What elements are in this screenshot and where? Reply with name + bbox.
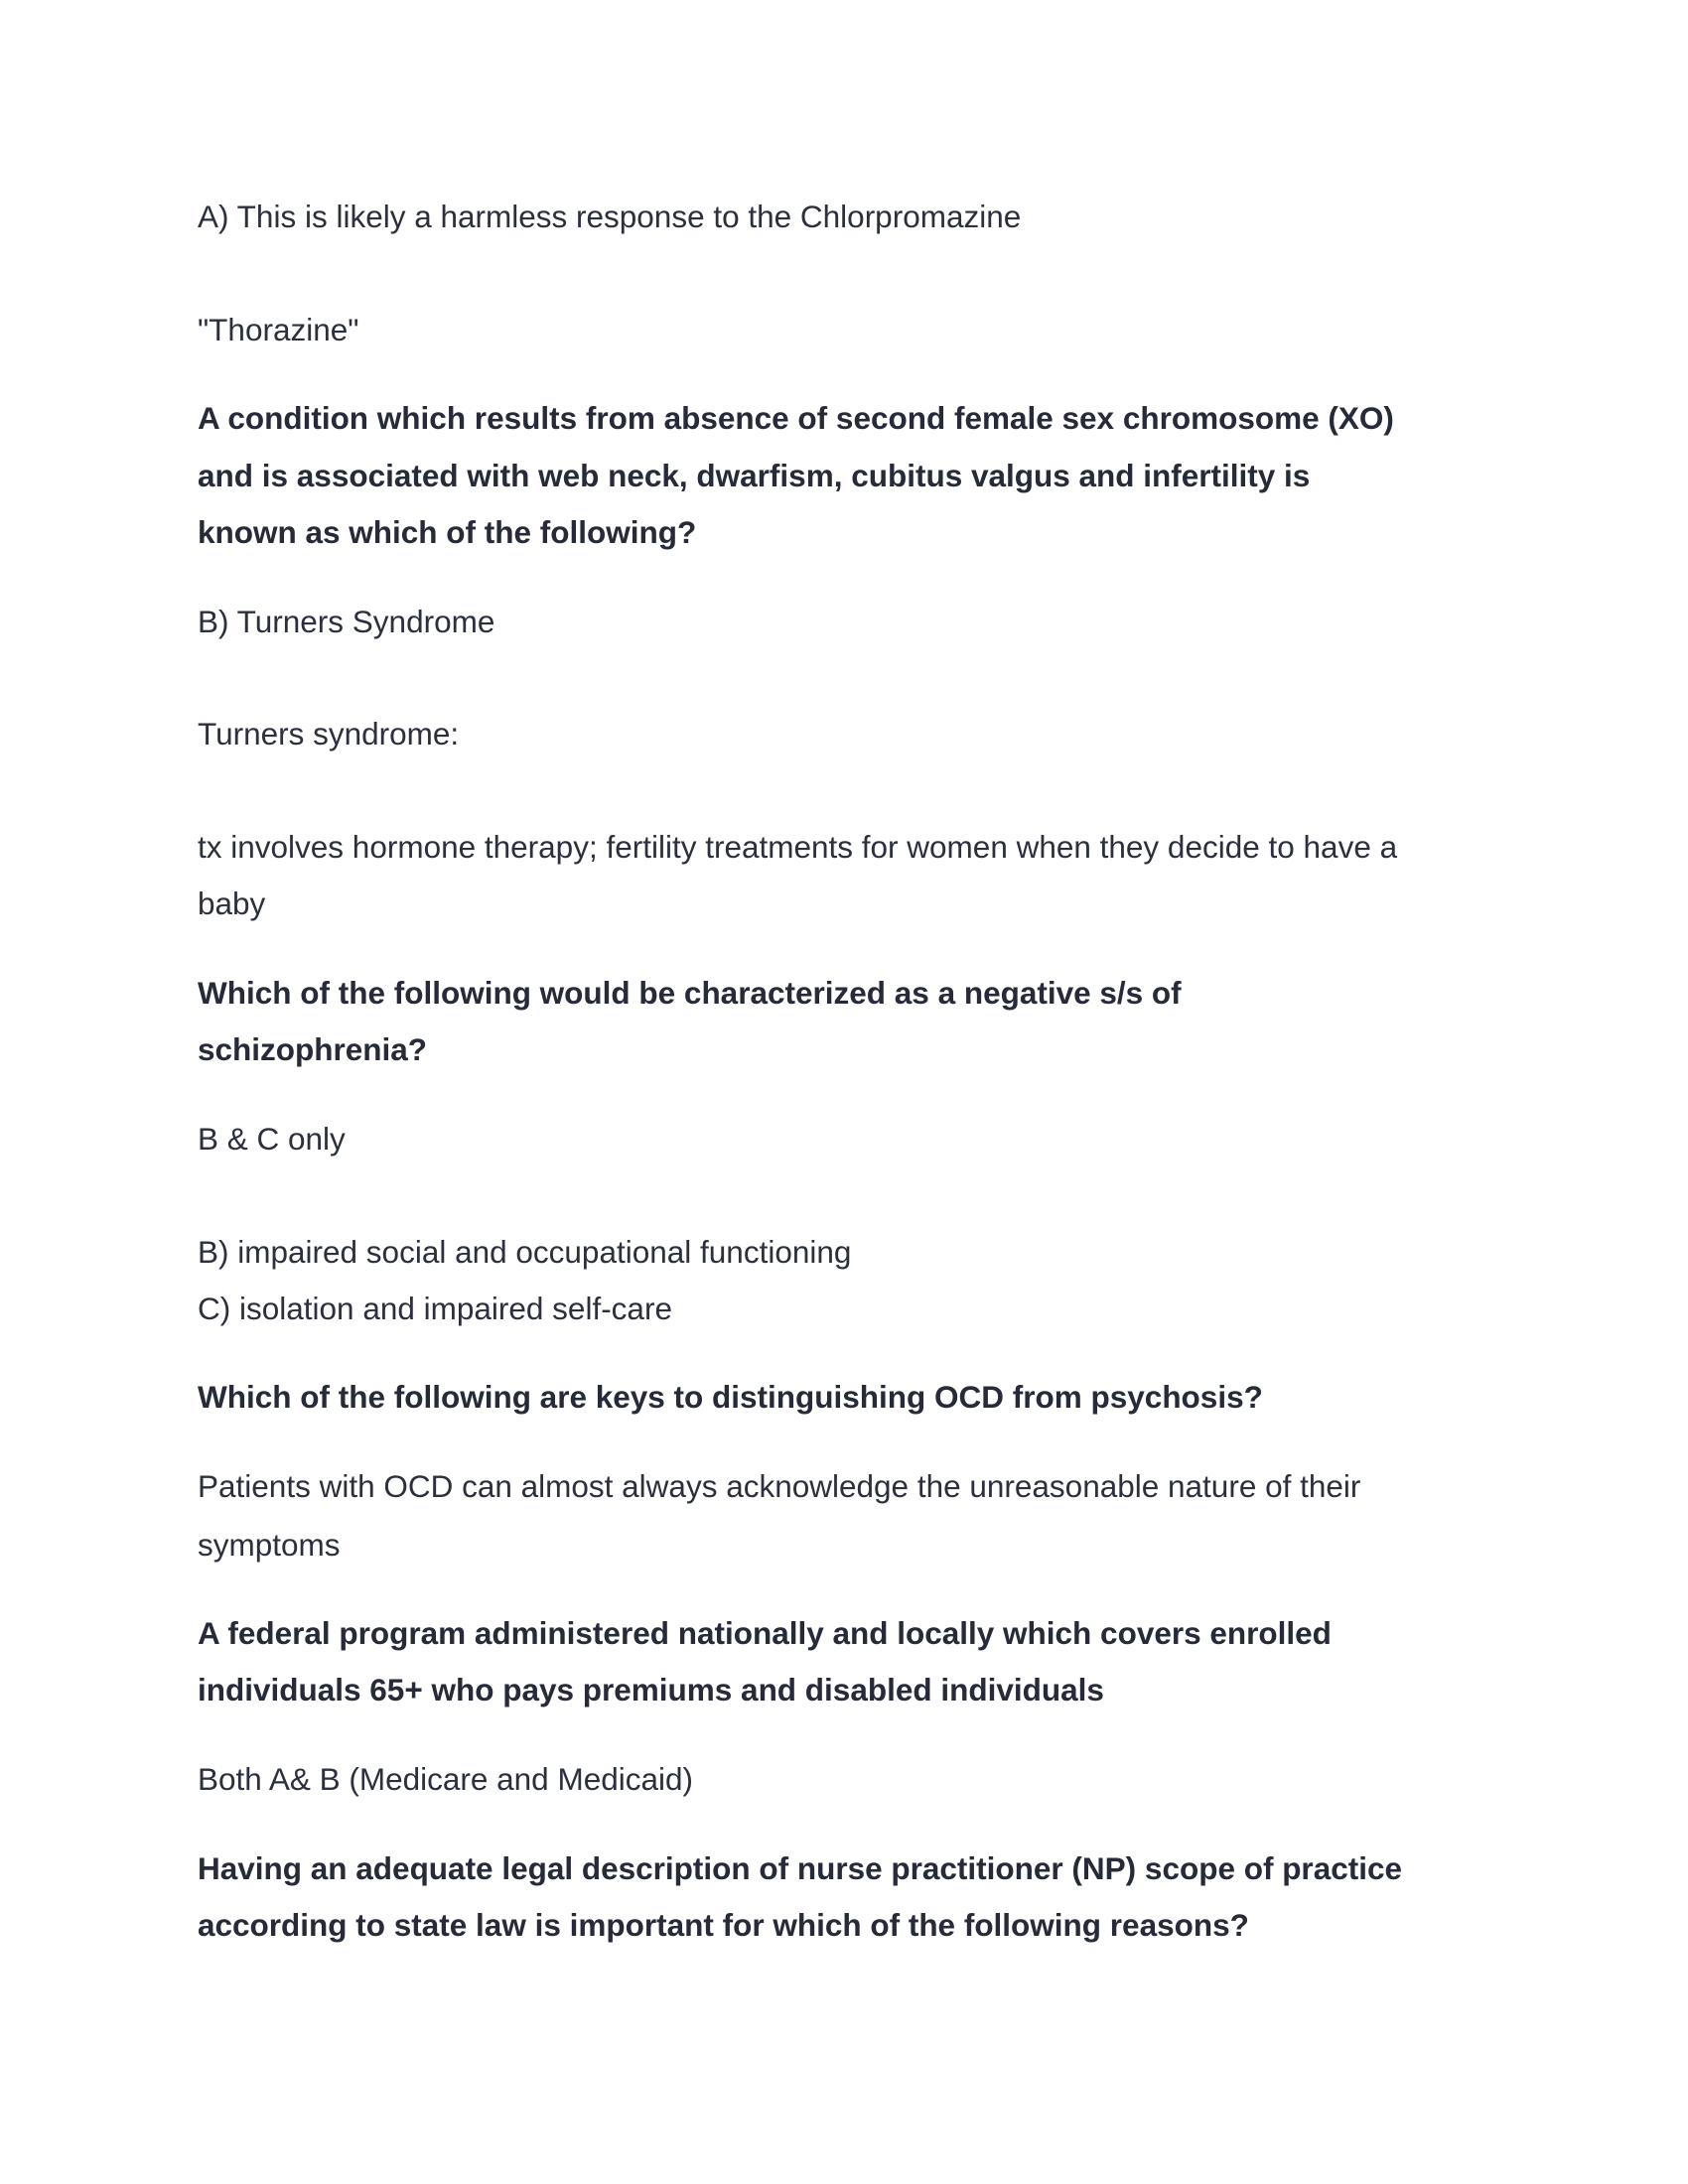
text-line: B) impaired social and occupational functioning — [198, 1234, 852, 1270]
text-line: and is associated with web neck, dwarfism, cubitus valgus and infertility is — [198, 458, 1311, 493]
text-line: B & C only — [198, 1121, 346, 1157]
text-line: individuals 65+ who pays premiums and disabled individuals — [198, 1672, 1104, 1707]
text-line: B) Turners Syndrome — [198, 604, 495, 639]
text-line: C) isolation and impaired self-care — [198, 1291, 672, 1326]
text-line: baby — [198, 886, 266, 921]
text-line: Both A& B (Medicare and Medicaid) — [198, 1761, 694, 1797]
text-line: "Thorazine" — [198, 312, 359, 347]
text-line: known as which of the following? — [198, 514, 697, 550]
text-line: according to state law is important for which of the following reasons? — [198, 1907, 1249, 1943]
text-line: schizophrenia? — [198, 1031, 428, 1067]
text-line: A federal program administered nationally and locally which covers enrolled — [198, 1615, 1332, 1651]
text-line: A condition which results from absence of second female sex chromosome (XO) — [198, 400, 1394, 436]
text-line: Which of the following are keys to distinguishing OCD from psychosis? — [198, 1379, 1263, 1415]
text-line: symptoms — [198, 1527, 341, 1563]
text-line: Patients with OCD can almost always acknowledge the unreasonable nature of their — [198, 1468, 1361, 1504]
text-line: Turners syndrome: — [198, 716, 460, 751]
text-line: Having an adequate legal description of nurse practitioner (NP) scope of practice — [198, 1850, 1403, 1886]
text-line: A) This is likely a harmless response to the Chlorpromazine — [198, 199, 1022, 234]
text-line: Which of the following would be characterized as a negative s/s of — [198, 975, 1182, 1011]
text-line: tx involves hormone therapy; fertility treatments for women when they decide to have a — [198, 829, 1398, 865]
